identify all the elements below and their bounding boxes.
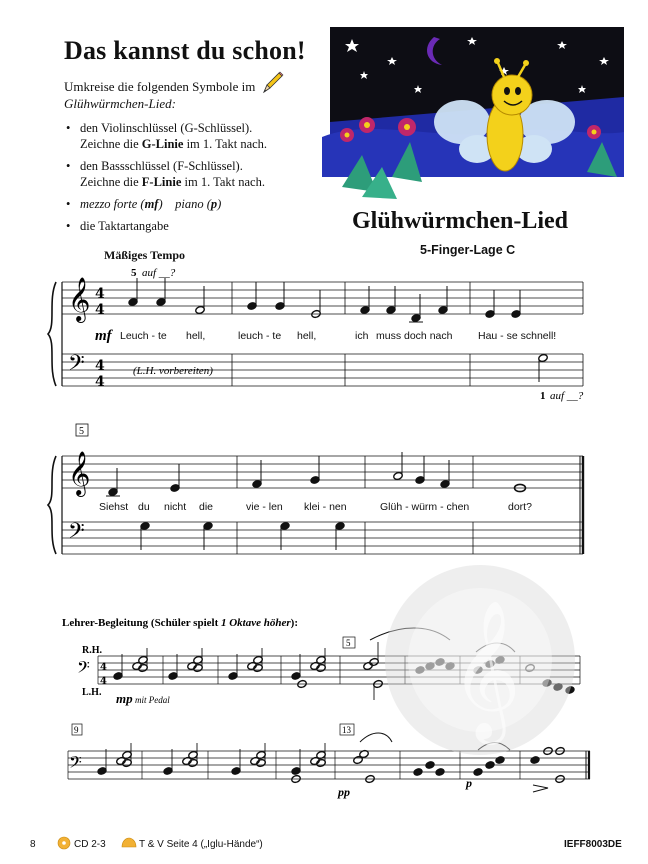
- song-subtitle: 5-Finger-Lage C: [420, 243, 516, 257]
- bass-clef-icon: 𝄢: [68, 351, 85, 381]
- svg-text:Hau - se schnell!: Hau - se schnell!: [478, 330, 557, 342]
- page-heading: Das kannst du schon!: [64, 36, 306, 65]
- svg-text:Lehrer-Begleitung (Schüler spi: Lehrer-Begleitung (Schüler spielt 1 Oktave höher):: [62, 617, 298, 629]
- svg-text:pp: pp: [338, 785, 350, 799]
- svg-text:mf: mf: [95, 328, 112, 344]
- svg-text:auf __?: auf __?: [550, 390, 584, 402]
- task-item: • mezzo forte (mf) piano (p): [66, 196, 336, 212]
- treble-clef-icon: 𝄞: [68, 451, 91, 495]
- task-item: • den Violinschlüssel (G-Schlüssel). Zeichne die G-Linie im 1. Takt nach.: [66, 120, 336, 152]
- svg-text:R.H.: R.H.: [82, 645, 102, 656]
- svg-text:L.H.: L.H.: [82, 687, 102, 698]
- bass-clef-icon: 𝄢: [77, 657, 90, 681]
- svg-text:klei - nen: klei - nen: [304, 501, 347, 513]
- svg-text:mp: mp: [116, 691, 133, 706]
- task-item: • den Bassschlüssel (F-Schlüssel). Zeichne die F-Linie im 1. Takt nach.: [66, 158, 336, 190]
- bass-clef-icon: 𝄢: [68, 519, 85, 549]
- svg-text:4: 4: [95, 374, 105, 390]
- bass-clef-icon: 𝄢: [69, 752, 82, 776]
- svg-text:4: 4: [95, 302, 105, 318]
- hands-icon: [121, 837, 137, 849]
- tempo-marking: Mäßiges Tempo: [104, 248, 186, 262]
- svg-text:(L.H. vorbereiten): (L.H. vorbereiten): [133, 365, 213, 377]
- treble-clef-icon: 𝄞: [68, 277, 91, 321]
- svg-text:4: 4: [100, 676, 107, 687]
- svg-text:1: 1: [540, 390, 546, 402]
- intro-line1: Umkreise die folgenden Symbole im: [64, 79, 256, 94]
- svg-text:leuch - te: leuch - te: [238, 330, 282, 342]
- svg-text:Glüh - würm - chen: Glüh - würm - chen: [380, 501, 470, 513]
- watermark-logo: [380, 560, 580, 760]
- svg-text:hell,: hell,: [297, 330, 317, 342]
- svg-text:hell,: hell,: [186, 330, 206, 342]
- tv-reference: T & V Seite 4 („Iglu-Hände“): [139, 839, 263, 850]
- svg-text:auf __?: auf __?: [142, 267, 176, 279]
- svg-text:5: 5: [346, 638, 351, 648]
- cd-icon: [57, 836, 71, 850]
- song-title: Glühwürmchen-Lied: [352, 208, 569, 234]
- svg-text:dort?: dort?: [508, 501, 532, 513]
- svg-text:4: 4: [100, 662, 107, 673]
- svg-text:9: 9: [74, 725, 79, 735]
- svg-text:mit Pedal: mit Pedal: [135, 695, 170, 705]
- svg-text:5: 5: [131, 267, 137, 279]
- svg-text:13: 13: [342, 725, 351, 735]
- svg-text:vie - len: vie - len: [246, 501, 283, 513]
- svg-text:nicht: nicht: [164, 501, 187, 513]
- svg-text:Leuch - te: Leuch - te: [120, 330, 167, 342]
- svg-text:ich: ich: [355, 330, 369, 342]
- intro-line2: Glühwürmchen-Lied:: [64, 96, 176, 111]
- catalog-code: IEFF8003DE: [564, 839, 622, 850]
- cd-track: CD 2-3: [74, 839, 106, 850]
- svg-text:Siehst: Siehst: [99, 501, 129, 513]
- svg-text:die: die: [199, 501, 214, 513]
- svg-text:muss doch nach: muss doch nach: [376, 330, 453, 342]
- page-number: 8: [30, 839, 36, 850]
- svg-text:4: 4: [95, 358, 105, 374]
- svg-text:5: 5: [79, 426, 84, 437]
- svg-text:4: 4: [95, 286, 105, 302]
- svg-text:𝄞: 𝄞: [450, 600, 521, 739]
- svg-text:p: p: [466, 776, 472, 790]
- task-item: • die Taktartangabe: [66, 218, 336, 234]
- svg-text:du: du: [138, 501, 150, 513]
